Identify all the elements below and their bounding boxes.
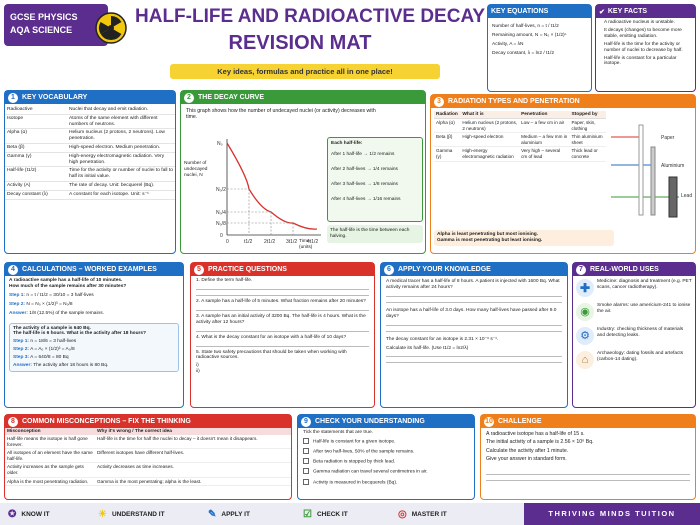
- step-label: Step 3:: [13, 355, 29, 361]
- equation-item: Number of half-lives, n = t / t1/2: [492, 24, 559, 29]
- section-number: 8: [8, 417, 18, 427]
- table-row: [5, 129, 175, 144]
- section-number: 4: [8, 265, 18, 275]
- x-tick-label: 4t1/2: [307, 239, 319, 245]
- check-icon: ✔: [599, 8, 605, 16]
- radiation-table: [434, 111, 606, 162]
- tagline: Key ideas, formulas and practice all in one place!: [170, 64, 440, 79]
- step-item: After 4 half-lives → 1/16 remains: [331, 196, 401, 202]
- step-item: After 1 half-life → 1/2 remains: [331, 151, 395, 157]
- checkbox[interactable]: [303, 468, 309, 474]
- x-tick-label: 3t1/2: [286, 239, 298, 245]
- cell: Thin aluminium sheet: [569, 133, 606, 147]
- practice-title: PRACTICE QUESTIONS: [208, 266, 287, 273]
- use-item: Archaeology: dating fossils and artefacts (carbon-14 dating).: [597, 351, 684, 362]
- decay-intro: This graph shows how the number of undecayed nuclei (or activity) decreases with time.: [186, 108, 376, 121]
- vocabulary-panel: [4, 90, 176, 254]
- cell: Half-life means the isotope is half gone forever.: [5, 435, 95, 449]
- term: Alpha (α): [5, 129, 67, 144]
- footer-item: [98, 509, 208, 520]
- step-text: n = t / t1/2 = 30/10 = 3 half-lives: [26, 292, 94, 298]
- footer-label: MASTER IT: [411, 510, 447, 518]
- definition: Atoms of the same element with different numbers of neutrons.: [67, 114, 175, 129]
- x-tick-label: 0: [226, 239, 229, 245]
- column-header: Misconception: [5, 428, 95, 435]
- definition: Helium nucleus (2 protons, 2 neutrons). Low penetration.: [67, 129, 175, 144]
- cell: Activity decreases as time increases.: [95, 463, 291, 477]
- question: The half-life is 6 hours. What is the activity after 18 hours?: [13, 331, 147, 337]
- lightbulb-icon: ☀: [98, 508, 107, 520]
- smoke-alarm-icon: ◉: [576, 303, 594, 321]
- challenge-panel: [480, 414, 696, 500]
- definition: Time for the activity or number of nuclei to fall to half its initial value.: [67, 167, 175, 182]
- part-label: i): [196, 363, 199, 369]
- vocabulary-title: KEY VOCABULARY: [22, 94, 88, 101]
- section-number: 3: [434, 97, 444, 107]
- challenge-text: The initial activity of a sample is 2.56 × 10⁶ Bq.: [486, 439, 594, 446]
- lead-label: Lead: [681, 193, 693, 199]
- penetration-diagram: [609, 113, 694, 223]
- term: Gamma (γ): [5, 152, 67, 167]
- step-item: After 2 half-lives → 1/4 remains: [331, 166, 398, 172]
- checkbox[interactable]: [303, 448, 309, 454]
- section-number: 9: [301, 417, 311, 427]
- definition: The rate of decay. Unit: becquerel (Bq).: [67, 181, 175, 190]
- cell: Alpha is the most penetrating radiation.: [5, 477, 95, 486]
- graph-y-label: Number of undecayed nuclei, N: [184, 161, 208, 178]
- use-item: Industry: checking thickness of materials and detecting leaks.: [597, 327, 684, 338]
- y-tick-label: N₀/2: [216, 187, 226, 193]
- check-intro: Tick the statements that are true.: [303, 430, 373, 435]
- calculations-header: [5, 263, 183, 276]
- table-row: [5, 167, 175, 182]
- column-header: Stopped by: [569, 111, 606, 119]
- definition: A constant for each isotope. Unit: s⁻¹: [67, 190, 175, 199]
- term: Half-life (t1/2): [5, 167, 67, 182]
- table-header-row: [5, 428, 291, 435]
- answer-label: Answer:: [9, 310, 28, 316]
- use-item: Medicine: diagnosis and treatment (e.g. PET scans, cancer radiotherapy).: [597, 279, 692, 290]
- radiation-note: Gamma is most penetrating but least ionising.: [437, 237, 543, 243]
- aluminium-label: Aluminium: [661, 163, 685, 169]
- steps-title: Each half-life:: [331, 141, 363, 146]
- fact-item: Half-life is the time for the activity or number of nuclei to decrease by half.: [604, 41, 683, 53]
- cell: High-speed electron: [460, 133, 519, 147]
- definition: High-speed electron. Medium penetration.: [67, 143, 175, 152]
- decay-graph: [217, 131, 327, 249]
- answer-line[interactable]: [386, 326, 562, 332]
- cell: All isotopes of an element have the same half-life.: [5, 449, 95, 463]
- step-item: After 3 half-lives → 1/8 remains: [331, 181, 398, 187]
- page-title: HALF-LIFE AND RADIOACTIVE DECAY: [135, 6, 486, 27]
- footer-label: CHECK IT: [316, 510, 348, 518]
- cell: Helium nucleus (2 protons, 2 neutrons): [460, 119, 519, 133]
- footer-item: [208, 509, 303, 520]
- practice-question: 4. What is the decay constant for an isotope with a half-life of 10 days?: [196, 334, 347, 340]
- cell: Alpha (α): [434, 119, 460, 133]
- uses-panel: [572, 262, 696, 408]
- equation-item: Decay constant, λ = ln2 / t1/2: [492, 50, 554, 56]
- cell: Gamma is the most penetrating; alpha is the least.: [95, 477, 291, 486]
- example-2-box: [9, 323, 179, 372]
- apply-header: [381, 263, 567, 276]
- y-tick-label: 0: [220, 233, 223, 239]
- definition: High-energy electromagnetic radiation. Very high penetration.: [67, 152, 175, 167]
- table-row: [434, 119, 606, 133]
- footer-item: [303, 509, 398, 520]
- statement: Activity is measured in becquerels (Bq).: [313, 479, 398, 485]
- check-panel: [297, 414, 475, 500]
- term: Decay constant (λ): [5, 190, 67, 199]
- statement: Gamma radiation can travel several centimetres in air.: [313, 469, 428, 475]
- radiation-icon: [95, 12, 127, 44]
- challenge-text: A radioactive isotope has a half-life of 15 s.: [486, 431, 585, 437]
- cell: Gamma (γ): [434, 147, 460, 161]
- calculations-panel: [4, 262, 184, 408]
- practice-question: 2. A sample has a half-life of 5 minutes. What fraction remains after 20 minutes?: [196, 298, 366, 304]
- term: Isotope: [5, 114, 67, 129]
- equation-item: Activity, A = λN: [492, 41, 524, 47]
- radiation-panel: [430, 94, 696, 254]
- cell: Half-life is the time for half the nuclei to decay – it doesn't mean it disappears.: [95, 435, 291, 449]
- definition: Nuclei that decay and emit radiation.: [67, 106, 175, 114]
- step-text: A = 640/8 = 80 Bq: [30, 355, 69, 361]
- key-facts-header: [596, 5, 695, 18]
- subject-badge: [4, 4, 108, 46]
- answer-line[interactable]: [196, 341, 369, 347]
- brain-icon: ✪: [8, 508, 17, 520]
- statement: Beta radiation is stopped by thick lead.: [313, 459, 396, 465]
- challenge-header: [481, 415, 695, 428]
- section-number: 1: [8, 93, 18, 103]
- equation-item: Remaining amount, N = N₀ × (1/2)ⁿ: [492, 32, 567, 38]
- term: Radioactive: [5, 106, 67, 114]
- step-text: n = 18/6 = 3 half-lives: [30, 339, 77, 345]
- answer-label: Answer:: [13, 363, 32, 369]
- calculations-title: CALCULATIONS – WORKED EXAMPLES: [22, 266, 157, 273]
- checkbox[interactable]: [303, 479, 309, 485]
- checkbox[interactable]: [303, 458, 309, 464]
- answer-text: The activity after 18 hours is 80 Bq.: [33, 363, 109, 369]
- check-title: CHECK YOUR UNDERSTANDING: [315, 418, 425, 425]
- cell: Medium – a few mm in aluminium: [519, 133, 569, 147]
- badge-line-2: AQA SCIENCE: [10, 25, 73, 35]
- table-row: [5, 181, 175, 190]
- practice-question: 5. State two safety precautions that should be taken when working with radioactive sources.: [196, 349, 347, 361]
- decay-curve-panel: [180, 90, 426, 254]
- brand-label: THRIVING MINDS TUITION: [524, 503, 700, 525]
- section-number: 10: [485, 418, 493, 425]
- cell: High-energy electromagnetic radiation: [460, 147, 519, 161]
- challenge-text: Calculate the activity after 1 minute.: [486, 447, 569, 454]
- step-label: Step 2:: [9, 301, 25, 307]
- apply-question: The decay constant for an isotope is 2.31 × 10⁻⁶ s⁻¹.: [386, 336, 499, 342]
- use-item: Smoke alarms: use americium-241 to ionise the air.: [597, 303, 691, 314]
- cell: Very high – several cm of lead: [519, 147, 569, 161]
- vocabulary-table: [5, 106, 175, 200]
- fact-item: A radioactive nucleus is unstable.: [604, 20, 675, 25]
- table-row: [5, 114, 175, 129]
- fact-item: Half-life is constant for a particular isotope.: [604, 55, 677, 67]
- term: Beta (β): [5, 143, 67, 152]
- key-facts-title: KEY FACTS: [607, 8, 648, 15]
- half-life-note: The half-life is the time between each halving.: [327, 225, 423, 243]
- practice-question: 1. Define the term half-life.: [196, 278, 253, 283]
- table-row: [5, 190, 175, 199]
- answer-line[interactable]: [196, 290, 369, 296]
- table-row: [5, 152, 175, 167]
- question: How much of the sample remains after 30 minutes?: [9, 283, 127, 289]
- misconceptions-header: [5, 415, 291, 428]
- table-row: [434, 133, 606, 147]
- graph-x-label: Time (units): [299, 239, 313, 250]
- radiation-header: [431, 95, 695, 108]
- x-tick-label: t1/2: [244, 239, 253, 245]
- uses-header: [573, 263, 695, 276]
- medical-cross-icon: ✚: [576, 279, 594, 297]
- answer-line[interactable]: [386, 357, 562, 363]
- pencil-icon: ✎: [208, 508, 217, 520]
- vocabulary-header: [5, 91, 175, 104]
- bone-icon: ⌂: [576, 351, 594, 369]
- y-tick-label: N₀: [217, 141, 223, 147]
- apply-panel: [380, 262, 568, 408]
- table-row: [5, 449, 291, 463]
- footer-label: APPLY IT: [221, 510, 250, 518]
- misconceptions-title: COMMON MISCONCEPTIONS – FIX THE THINKING: [22, 418, 191, 425]
- decay-curve-title: THE DECAY CURVE: [198, 94, 265, 101]
- answer-line[interactable]: [196, 305, 369, 311]
- footer-item: [398, 509, 508, 520]
- page-subtitle: REVISION MAT: [228, 32, 372, 54]
- decay-curve-header: [181, 91, 425, 104]
- key-equations-title: KEY EQUATIONS: [491, 8, 549, 15]
- column-header: Why it's wrong / The correct idea: [95, 428, 291, 435]
- radiation-notes: [434, 230, 614, 246]
- practice-question: 3. A sample has an initial activity of 3200 Bq. The half-life is 4 hours. What is the activity after 12 hours?: [196, 313, 366, 325]
- footer-label: UNDERSTAND IT: [111, 510, 165, 518]
- misconceptions-panel: [4, 414, 292, 500]
- step-label: Step 1:: [13, 339, 29, 345]
- column-header: Penetration: [519, 111, 569, 119]
- step-text: N = N₀ × (1/2)³ = N₀/8: [26, 301, 73, 307]
- table-row: [5, 435, 291, 449]
- y-tick-label: N₀/8: [216, 221, 226, 227]
- footer-label: KNOW IT: [21, 510, 50, 518]
- challenge-title: CHALLENGE: [498, 418, 542, 425]
- gear-icon: ⚙: [576, 327, 594, 345]
- step-label: Step 1:: [9, 292, 25, 298]
- key-facts-panel: [595, 4, 696, 92]
- key-equations-header: [488, 5, 591, 18]
- challenge-text: Give your answer in standard form.: [486, 456, 567, 463]
- table-row: [434, 147, 606, 161]
- target-icon: ◎: [398, 508, 407, 520]
- key-equations-panel: [487, 4, 592, 92]
- question: The activity of a sample is 640 Bq.: [13, 325, 91, 331]
- checklist-icon: ☑: [303, 508, 312, 520]
- step-text: A = A₀ × (1/2)³ = A₀/8: [30, 347, 75, 353]
- answer-text: 1/8 (12.5%) of the sample remains.: [29, 310, 104, 316]
- column-header: What it is: [460, 111, 519, 119]
- answer-line[interactable]: [486, 475, 690, 481]
- cell: Thick lead or concrete: [569, 147, 606, 161]
- cell: Beta (β): [434, 133, 460, 147]
- answer-line[interactable]: [386, 297, 562, 303]
- x-tick-label: 2t1/2: [264, 239, 276, 245]
- cell: Different isotopes have different half-lives.: [95, 449, 291, 463]
- practice-panel: [190, 262, 375, 408]
- step-label: Step 2:: [13, 347, 29, 353]
- table-row: [5, 463, 291, 477]
- cell: Activity increases as the sample gets older.: [5, 463, 95, 477]
- fact-item: It decays (changes) to become more stable, emitting radiation.: [604, 27, 682, 39]
- apply-question: A medical tracer has a half-life of 8 hours. A patient is injected with 1600 Bq. What activity remains after 24 hours?: [386, 279, 560, 290]
- uses-title: REAL-WORLD USES: [590, 266, 659, 273]
- radiation-title: RADIATION TYPES AND PENETRATION: [448, 98, 580, 105]
- apply-question: Calculate its half-life. (Use t1/2 = ln2/λ): [386, 345, 469, 351]
- badge-line-1: GCSE PHYSICS: [10, 12, 78, 22]
- cell: Low – a few cm in air: [519, 119, 569, 133]
- question: A radioactive sample has a half-life of 10 minutes.: [9, 278, 123, 283]
- term: Activity (A): [5, 181, 67, 190]
- paper-label: Paper: [661, 135, 675, 141]
- answer-line[interactable]: [196, 326, 369, 332]
- apply-title: APPLY YOUR KNOWLEDGE: [398, 266, 491, 273]
- table-row: [5, 477, 291, 486]
- half-life-steps-box: [327, 137, 423, 222]
- checkbox[interactable]: [303, 438, 309, 444]
- y-tick-label: N₀/4: [216, 210, 226, 216]
- cell: Paper, skin, clothing: [569, 119, 606, 133]
- section-number: 7: [576, 265, 586, 275]
- part-label: ii): [196, 369, 200, 375]
- section-number: 2: [184, 93, 194, 103]
- apply-question: An isotope has a half-life of 3.0 days. How many half-lives have passed after 9.0 days?: [386, 307, 557, 319]
- footer-item: [8, 509, 98, 520]
- table-header-row: [434, 111, 606, 119]
- misconceptions-table: [5, 428, 291, 486]
- radiation-note: Alpha is least penetrating but most ionising.: [437, 232, 539, 237]
- check-header: [298, 415, 474, 428]
- column-header: Radiation: [434, 111, 460, 119]
- statement: After two half-lives, 50% of the sample remains.: [313, 449, 415, 455]
- table-row: [5, 143, 175, 152]
- practice-header: [191, 263, 374, 276]
- section-number: 5: [194, 265, 204, 275]
- section-number: 6: [384, 265, 394, 275]
- statement: Half-life is constant for a given isotope.: [313, 439, 396, 445]
- table-row: [5, 106, 175, 114]
- footer-bar: [0, 503, 700, 525]
